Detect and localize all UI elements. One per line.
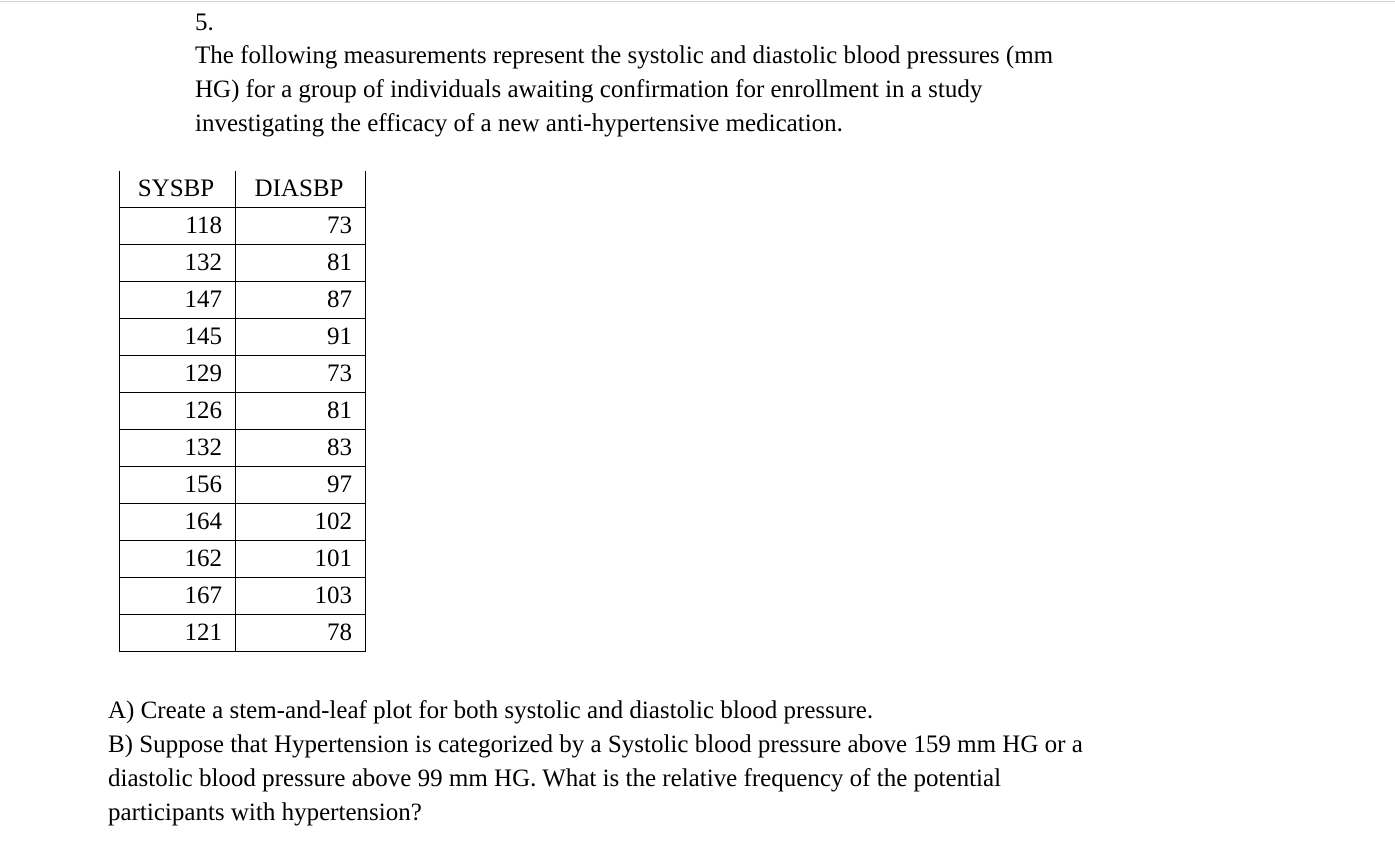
cell-sysbp: 132	[120, 245, 236, 282]
cell-diasbp: 103	[236, 578, 366, 615]
table-row	[120, 319, 366, 356]
table-row	[120, 615, 366, 652]
cell-sysbp: 145	[120, 319, 236, 356]
top-divider	[0, 1, 1395, 2]
table-row	[120, 245, 366, 282]
header-sysbp: SYSBP	[120, 171, 236, 208]
cell-diasbp: 87	[236, 282, 366, 319]
blood-pressure-table	[119, 171, 366, 652]
cell-diasbp: 83	[236, 430, 366, 467]
question-a: A) Create a stem-and-leaf plot for both systolic and diastolic blood pressure.	[108, 697, 874, 724]
cell-diasbp: 78	[236, 615, 366, 652]
header-diasbp: DIASBP	[236, 171, 366, 208]
cell-sysbp: 118	[120, 208, 236, 245]
intro-line: HG) for a group of individuals awaiting confirmation for enrollment in a study	[195, 76, 983, 103]
cell-diasbp: 73	[236, 356, 366, 393]
table-row	[120, 208, 366, 245]
table-row	[120, 541, 366, 578]
cell-diasbp: 81	[236, 245, 366, 282]
cell-diasbp: 101	[236, 541, 366, 578]
cell-sysbp: 132	[120, 430, 236, 467]
table-row	[120, 430, 366, 467]
cell-sysbp: 167	[120, 578, 236, 615]
table-row	[120, 504, 366, 541]
cell-sysbp: 164	[120, 504, 236, 541]
question-b-line: B) Suppose that Hypertension is categorized by a Systolic blood pressure above 159 mm HG or a	[108, 731, 1083, 758]
cell-sysbp: 121	[120, 615, 236, 652]
table-header-row	[120, 171, 366, 208]
cell-sysbp: 129	[120, 356, 236, 393]
problem-number: 5.	[195, 9, 214, 36]
cell-diasbp: 97	[236, 467, 366, 504]
cell-diasbp: 91	[236, 319, 366, 356]
table-row	[120, 393, 366, 430]
questions	[108, 694, 1308, 830]
cell-diasbp: 81	[236, 393, 366, 430]
cell-sysbp: 126	[120, 393, 236, 430]
cell-diasbp: 73	[236, 208, 366, 245]
cell-sysbp: 162	[120, 541, 236, 578]
cell-diasbp: 102	[236, 504, 366, 541]
intro-line: investigating the efficacy of a new anti-hypertensive medication.	[195, 110, 843, 137]
cell-sysbp: 147	[120, 282, 236, 319]
problem-intro	[195, 39, 1255, 141]
cell-sysbp: 156	[120, 467, 236, 504]
question-b-line: diastolic blood pressure above 99 mm HG. What is the relative frequency of the potential	[108, 765, 1002, 792]
table-row	[120, 282, 366, 319]
table-row	[120, 356, 366, 393]
intro-line: The following measurements represent the systolic and diastolic blood pressures (mm	[195, 42, 1054, 69]
table-row	[120, 578, 366, 615]
table-row	[120, 467, 366, 504]
question-b-line: participants with hypertension?	[108, 799, 422, 826]
